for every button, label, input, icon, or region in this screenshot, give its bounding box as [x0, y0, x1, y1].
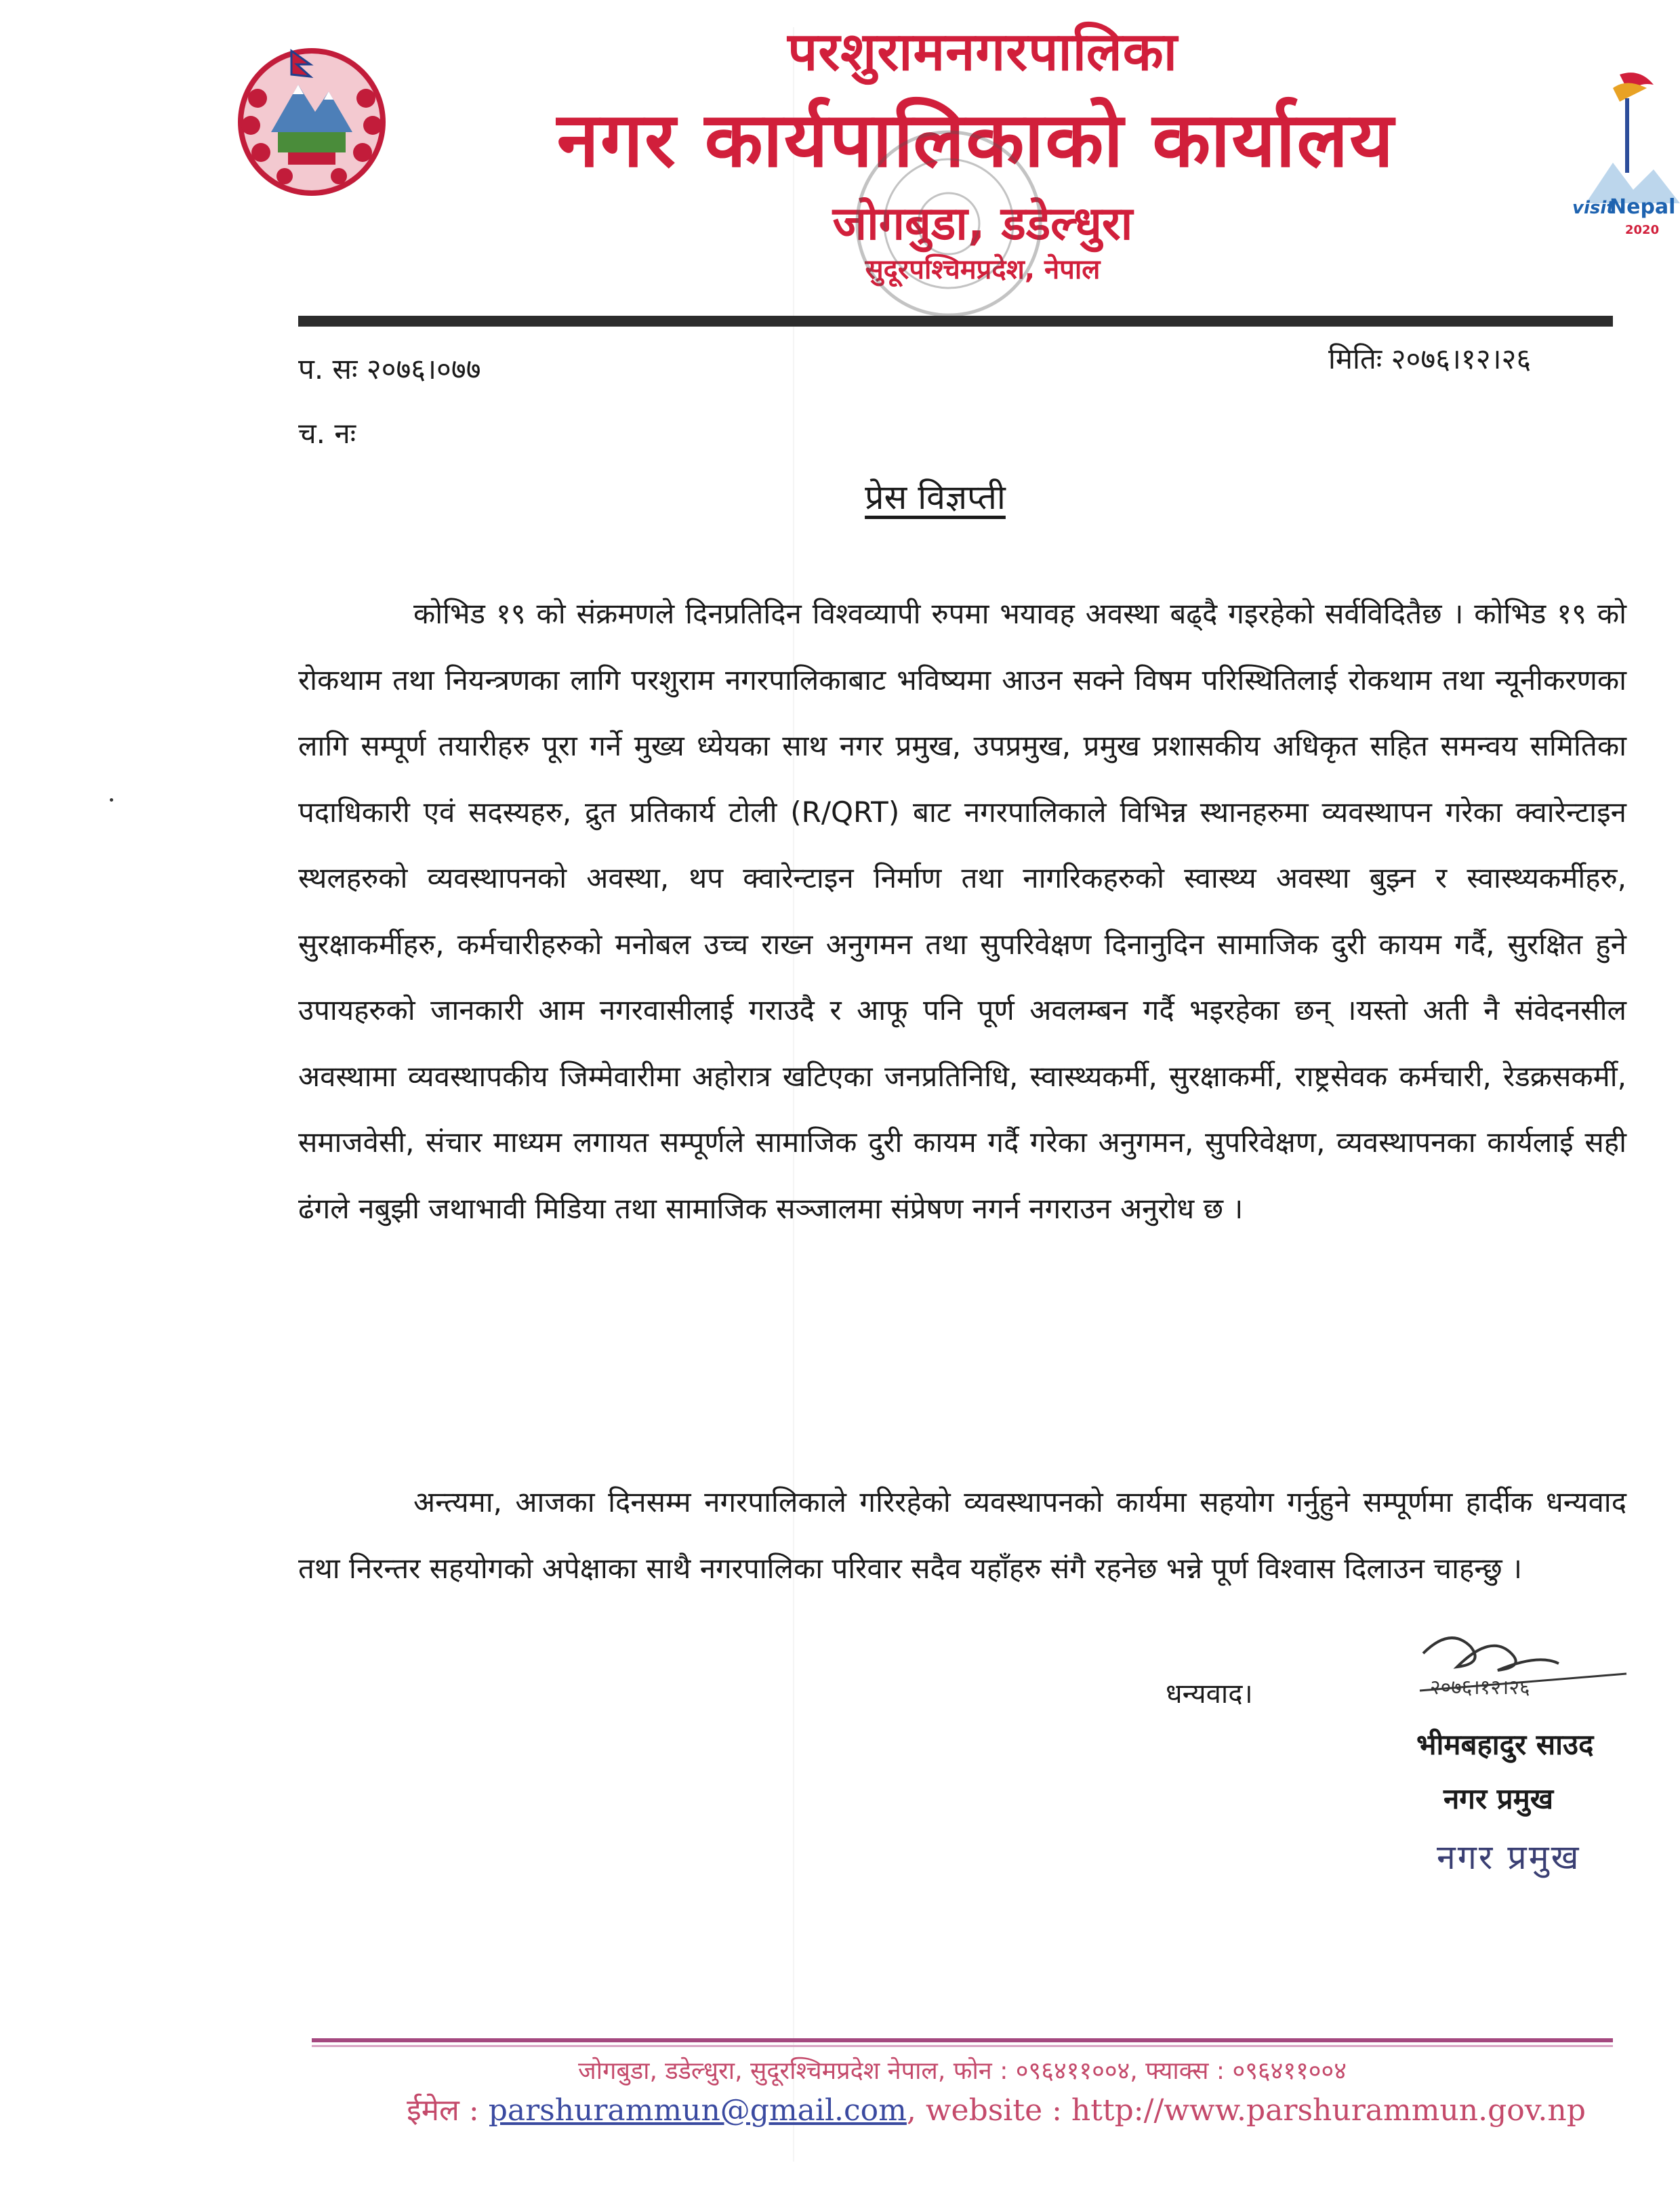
website-label: , website : — [906, 2093, 1062, 2128]
email-link[interactable]: parshurammun@gmail.com — [488, 2093, 907, 2128]
signatory-name: भीमबहादुर साउद — [1416, 1728, 1594, 1761]
dispatch-number: च. नः — [298, 417, 356, 450]
letterhead-divider — [298, 316, 1613, 327]
visit-nepal-logo-icon — [1572, 68, 1680, 244]
body-paragraph-2: अन्त्यमा, आजका दिनसम्म नगरपालिकाले गरिरहेको व्यवस्थापनको कार्यमा सहयोग गर्नुहुने सम्पूर्णमा हार्दीक धन्यवाद तथा निरन्तर सहयोगको अपेक्षाका साथै नगरपालिका परिवार सदैव यहाँहरु संगै रहनेछ भन्ने पूर्ण विश्वास दिलाउन चाहन्छु । — [298, 1485, 1626, 1585]
footer-divider — [312, 2038, 1613, 2042]
reference-number: प. सः २०७६।०७७ — [298, 352, 481, 386]
office-province: सुदूरपश्चिमप्रदेश, नेपाल — [865, 254, 1101, 285]
svg-text:2020: 2020 — [1625, 223, 1660, 237]
svg-text:२०७६।१२।२६: २०७६।१२।२६ — [1430, 1676, 1530, 1699]
signatory-designation: नगर प्रमुख — [1443, 1782, 1554, 1815]
footer-contact — [366, 2088, 1626, 2129]
municipality-name: परशुरामनगरपालिका — [787, 22, 1178, 83]
website-link[interactable]: http://www.parshurammun.gov.np — [1071, 2093, 1586, 2128]
handwritten-signature-icon — [1410, 1626, 1633, 1708]
footer-address: जोगबुडा, डडेल्धुरा, सुदूरश्चिमप्रदेश नेपाल, फोन : ०९६४११००४, फ्याक्स : ०९६४११००४ — [578, 2057, 1347, 2085]
footer-divider-thin — [312, 2045, 1613, 2047]
svg-text:visit: visit — [1572, 198, 1615, 218]
closing-thanks: धन्यवाद। — [1166, 1678, 1253, 1710]
email-label: ईमेल : — [407, 2093, 479, 2128]
office-location: जोगबुडा, डडेल्धुरा — [832, 197, 1133, 251]
scan-speck — [110, 798, 113, 802]
office-watermark-stamp-icon — [847, 122, 1050, 325]
office-name: नगर कार्यपालिकाको कार्यालय — [556, 96, 1395, 184]
nepal-emblem-icon — [230, 37, 393, 200]
svg-text:Nepal: Nepal — [1610, 195, 1676, 219]
page-title: प्रेस विज्ञप्ती — [865, 478, 1006, 517]
letter-date: मितिः २०७६।१२।२६ — [1328, 342, 1532, 375]
body-paragraph-1: कोभिड १९ को संक्रमणले दिनप्रतिदिन विश्वव्यापी रुपमा भयावह अवस्था बढ्दै गइरहेको सर्वविदितैछ । कोभिड १९ को रोकथाम तथा नियन्त्रणका लागि परशुराम नगरपालिकाबाट भविष्यमा आउन सक्ने विषम परिस्थितिलाई रोकथाम तथा न्यूनीकरणका लागि सम्पूर्ण तयारीहरु पूरा गर्ने मुख्य ध्येयका साथ नगर प्रमुख, उपप्रमुख, प्रमुख प्रशासकीय अधिकृत सहित समन्वय समितिका पदाधिकारी एवं सदस्यहरु, द्रुत प्रतिकार्य टोली (R/QRT) बाट नगरपालिकाले विभिन्न स्थानहरुमा व्यवस्थापन गरेका क्वारेन्टाइन स्थलहरुको व्यवस्थापनको अवस्था, थप क्वारेन्टाइन निर्माण तथा नागरिकहरुको स्वास्थ्य अवस्था बुझ्न र स्वास्थ्यकर्मीहरु, सुरक्षाकर्मीहरु, कर्मचारीहरुको मनोबल उच्च राख्न अनुगमन तथा सुपरिवेक्षण दिनानुदिन सामाजिक दुरी कायम गर्दै, सुरक्षित हुने उपायहरुको जानकारी आम नगरवासीलाई गराउदै र आफू पनि पूर्ण अवलम्बन गर्दै भइरहेका छन् ।यस्तो अती नै संवेदनसील अवस्थामा व्यवस्थापकीय जिम्मेवारीमा अहोरात्र खटिएका जनप्रतिनिधि, स्वास्थ्यकर्मी, सुरक्षाकर्मी, राष्ट्रसेवक कर्मचारी, रेडक्रसकर्मी, समाजवेसी, संचार माध्यम लगायत सम्पूर्णले सामाजिक दुरी कायम गर्दै गरेका अनुगमन, सुपरिवेक्षण, व्यवस्थापनका कार्यलाई सही ढंगले नबुझी जथाभावी मिडिया तथा सामाजिक सञ्जालमा संप्रेषण नगर्न नगराउन अनुरोध छ । — [298, 597, 1626, 1225]
designation-stamp: नगर प्रमुख — [1437, 1838, 1581, 1877]
